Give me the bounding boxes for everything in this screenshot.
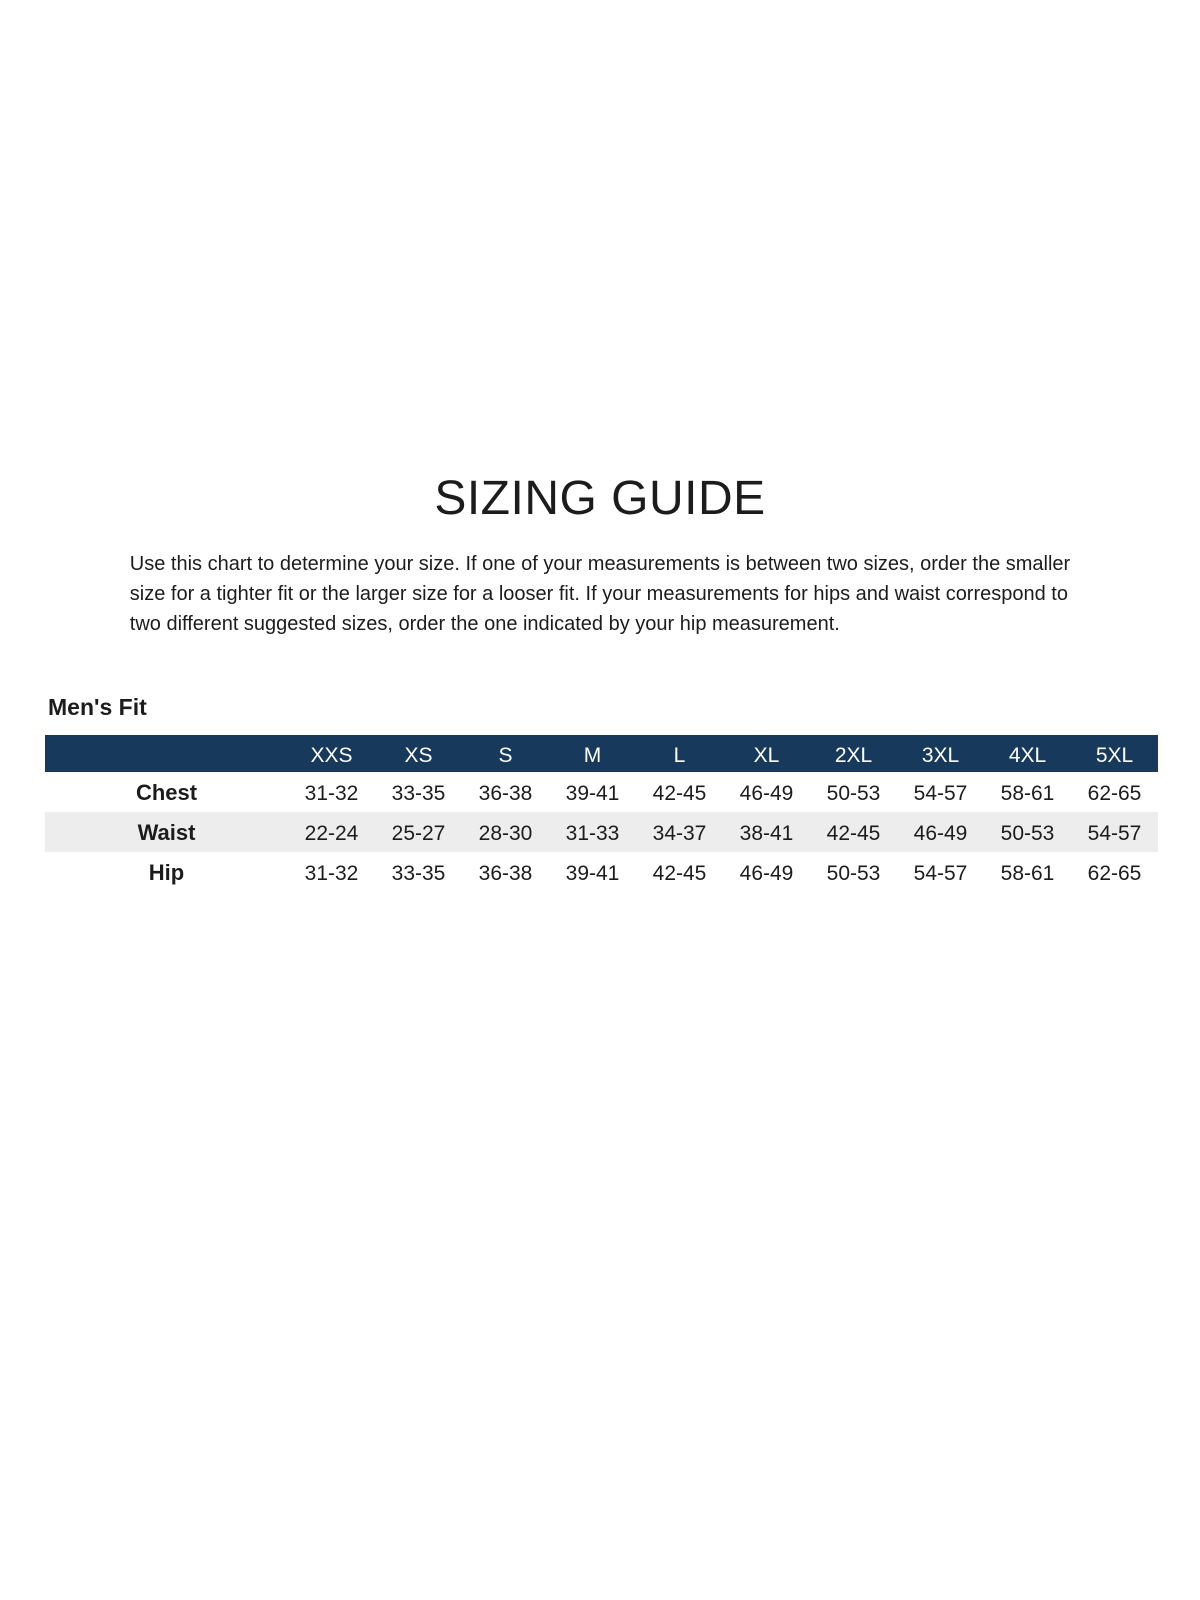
size-table [45, 735, 1158, 892]
size-value-cell: 31-32 [304, 781, 359, 805]
size-column-header-4xl: 4XL [1008, 744, 1047, 767]
size-value-cell: 54-57 [913, 781, 968, 805]
size-column-header-5xl: 5XL [1095, 744, 1134, 767]
size-value-cell: 34-37 [652, 821, 707, 845]
size-column-header-l: L [673, 744, 686, 767]
page-title: SIZING GUIDE [434, 472, 766, 525]
size-value-cell: 28-30 [478, 821, 533, 845]
size-value-cell: 54-57 [1087, 821, 1142, 845]
size-value-cell: 42-45 [652, 861, 707, 885]
size-value-cell: 38-41 [739, 821, 794, 845]
size-value-cell: 36-38 [478, 781, 533, 805]
size-value-cell: 36-38 [478, 861, 533, 885]
intro-line: size for a tighter fit or the larger size for a looser fit. If your measurements for hips and waist correspond to [129, 583, 1068, 605]
size-value-cell: 46-49 [739, 781, 794, 805]
size-column-header-3xl: 3XL [921, 744, 960, 767]
size-value-cell: 46-49 [739, 861, 794, 885]
size-value-cell: 62-65 [1087, 781, 1142, 805]
size-value-cell: 58-61 [1000, 781, 1055, 805]
size-value-cell: 62-65 [1087, 861, 1142, 885]
row-label-chest: Chest [135, 780, 198, 805]
size-column-header-2xl: 2XL [834, 744, 873, 767]
table-corner-cell [45, 752, 288, 756]
size-value-cell: 39-41 [565, 781, 620, 805]
size-value-cell: 54-57 [913, 861, 968, 885]
mens-fit-section-label: Men's Fit [48, 694, 147, 720]
size-column-header-m: M [583, 744, 602, 767]
size-value-cell: 31-33 [565, 821, 620, 845]
size-value-cell: 42-45 [826, 821, 881, 845]
row-label-waist: Waist [137, 820, 196, 845]
size-value-cell: 33-35 [391, 781, 446, 805]
table-row-chest [45, 772, 1158, 812]
size-column-header-xl: XL [753, 744, 780, 767]
size-column-header-xs: XS [404, 744, 433, 767]
size-value-cell: 25-27 [391, 821, 446, 845]
size-value-cell: 58-61 [1000, 861, 1055, 885]
size-value-cell: 22-24 [304, 821, 359, 845]
intro-line: two different suggested sizes, order the one indicated by your hip measurement. [129, 613, 840, 635]
size-value-cell: 50-53 [1000, 821, 1055, 845]
table-row-hip [45, 852, 1158, 892]
size-column-header-s: S [498, 744, 513, 767]
row-label-hip: Hip [148, 860, 185, 885]
size-value-cell: 46-49 [913, 821, 968, 845]
table-row-waist [45, 812, 1158, 852]
size-column-header-xxs: XXS [310, 744, 353, 767]
intro-paragraph [130, 549, 1070, 639]
size-value-cell: 33-35 [391, 861, 446, 885]
size-table-header-row [45, 735, 1158, 772]
size-value-cell: 39-41 [565, 861, 620, 885]
size-value-cell: 50-53 [826, 781, 881, 805]
size-value-cell: 31-32 [304, 861, 359, 885]
size-value-cell: 50-53 [826, 861, 881, 885]
intro-line: Use this chart to determine your size. If one of your measurements is between two sizes, order the smaller [129, 553, 1071, 575]
size-value-cell: 42-45 [652, 781, 707, 805]
